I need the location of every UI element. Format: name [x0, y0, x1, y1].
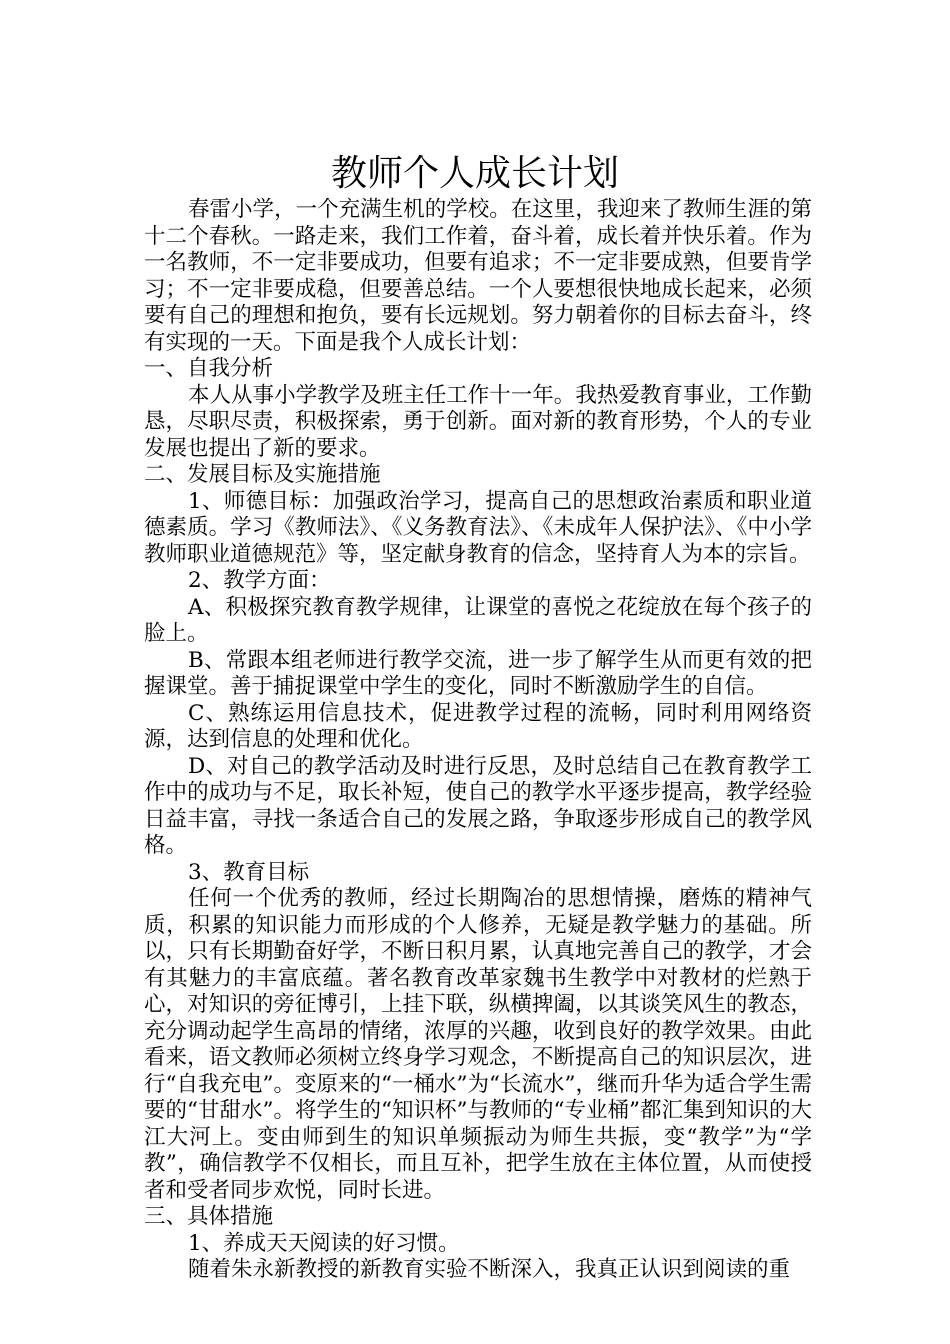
paragraph: 春雷小学，一个充满生机的学校。在这里，我迎来了教师生涯的第十二个春秋。一路走来，我们工作着，奋斗着，成长着并快乐着。作为一名教师，不一定非要成功，但要有追求；不一定非要成熟，但要肯学习；不一定非要成稳，但要善总结。一个人要想很快地成长起来，必须要有自己的理想和抱负，要有长远规划。努力朝着你的目标去奋斗，终有实现的一天。下面是我个人成长计划：: [144, 197, 812, 355]
paragraph: 3、教育目标: [188, 859, 310, 885]
paragraph: D、对自己的教学活动及时进行反思，及时总结自己在教育教学工作中的成功与不足，取长补短，使自己的教学水平逐步提高，教学经验日益丰富，寻找一条适合自己的发展之路，争取逐步形成自己的教学风格。: [144, 753, 812, 858]
paragraph: C、熟练运用信息技术，促进教学过程的流畅，同时利用网络资源，达到信息的处理和优化。: [144, 700, 812, 752]
paragraph: 1、养成天天阅读的好习惯。: [188, 1230, 460, 1256]
paragraph: 任何一个优秀的教师，经过长期陶冶的思想情操，磨炼的精神气质，积累的知识能力而形成的个人修养，无疑是教学魅力的基础。所以，只有长期勤奋好学，不断日积月累，认真地完善自己的教学，才会有其魅力的丰富底蕴。著名教育改革家魏书生教学中对教材的烂熟于心，对知识的旁征博引，上挂下联，纵横捭阖，以其谈笑风生的教态，充分调动起学生高昂的情绪，浓厚的兴趣，收到良好的教学效果。由此看来，语文教师必须树立终身学习观念，不断提高自己的知识层次，进行“自我充电”。变原来的“一桶水”为“长流水”，继而升华为适合学生需要的“甘甜水”。将学生的“知识杯”与教师的“专业桶”都汇集到知识的大江大河上。变由师到生的知识单频振动为师生共振，变“教学”为“学教”，确信教学不仅相长，而且互补，把学生放在主体位置，从而使授者和受者同步欢悦，同时长进。: [144, 886, 812, 1203]
section-heading: 三、具体措施: [144, 1204, 274, 1229]
paragraph: 1、师德目标：加强政治学习，提高自己的思想政治素质和职业道德素质。学习《教师法》、《义务教育法》、《未成年人保护法》、《中小学教师职业道德规范》等，坚定献身教育的信念，坚持育人为本的宗旨。: [144, 488, 812, 567]
paragraph: 随着朱永新教授的新教育实验不断深入，我真正认识到阅读的重: [188, 1257, 791, 1282]
section-heading: 二、发展目标及实施措施: [144, 462, 381, 487]
document-title: 教师个人成长计划: [330, 153, 619, 194]
paragraph: 2、教学方面：: [188, 568, 331, 593]
document-body: [144, 197, 812, 1284]
section-heading: 一、自我分析: [144, 356, 274, 381]
paragraph: B、常跟本组老师进行教学交流，进一步了解学生从而更有效的把握课堂。善于捕捉课堂中学生的变化，同时不断激励学生的自信。: [144, 647, 812, 699]
paragraph: A、积极探究教育教学规律，让课堂的喜悦之花绽放在每个孩子的脸上。: [144, 594, 812, 646]
paragraph: 本人从事小学教学及班主任工作十一年。我热爱教育事业，工作勤恳，尽职尽责，积极探索，勇于创新。面对新的教育形势，个人的专业发展也提出了新的要求。: [144, 382, 812, 461]
